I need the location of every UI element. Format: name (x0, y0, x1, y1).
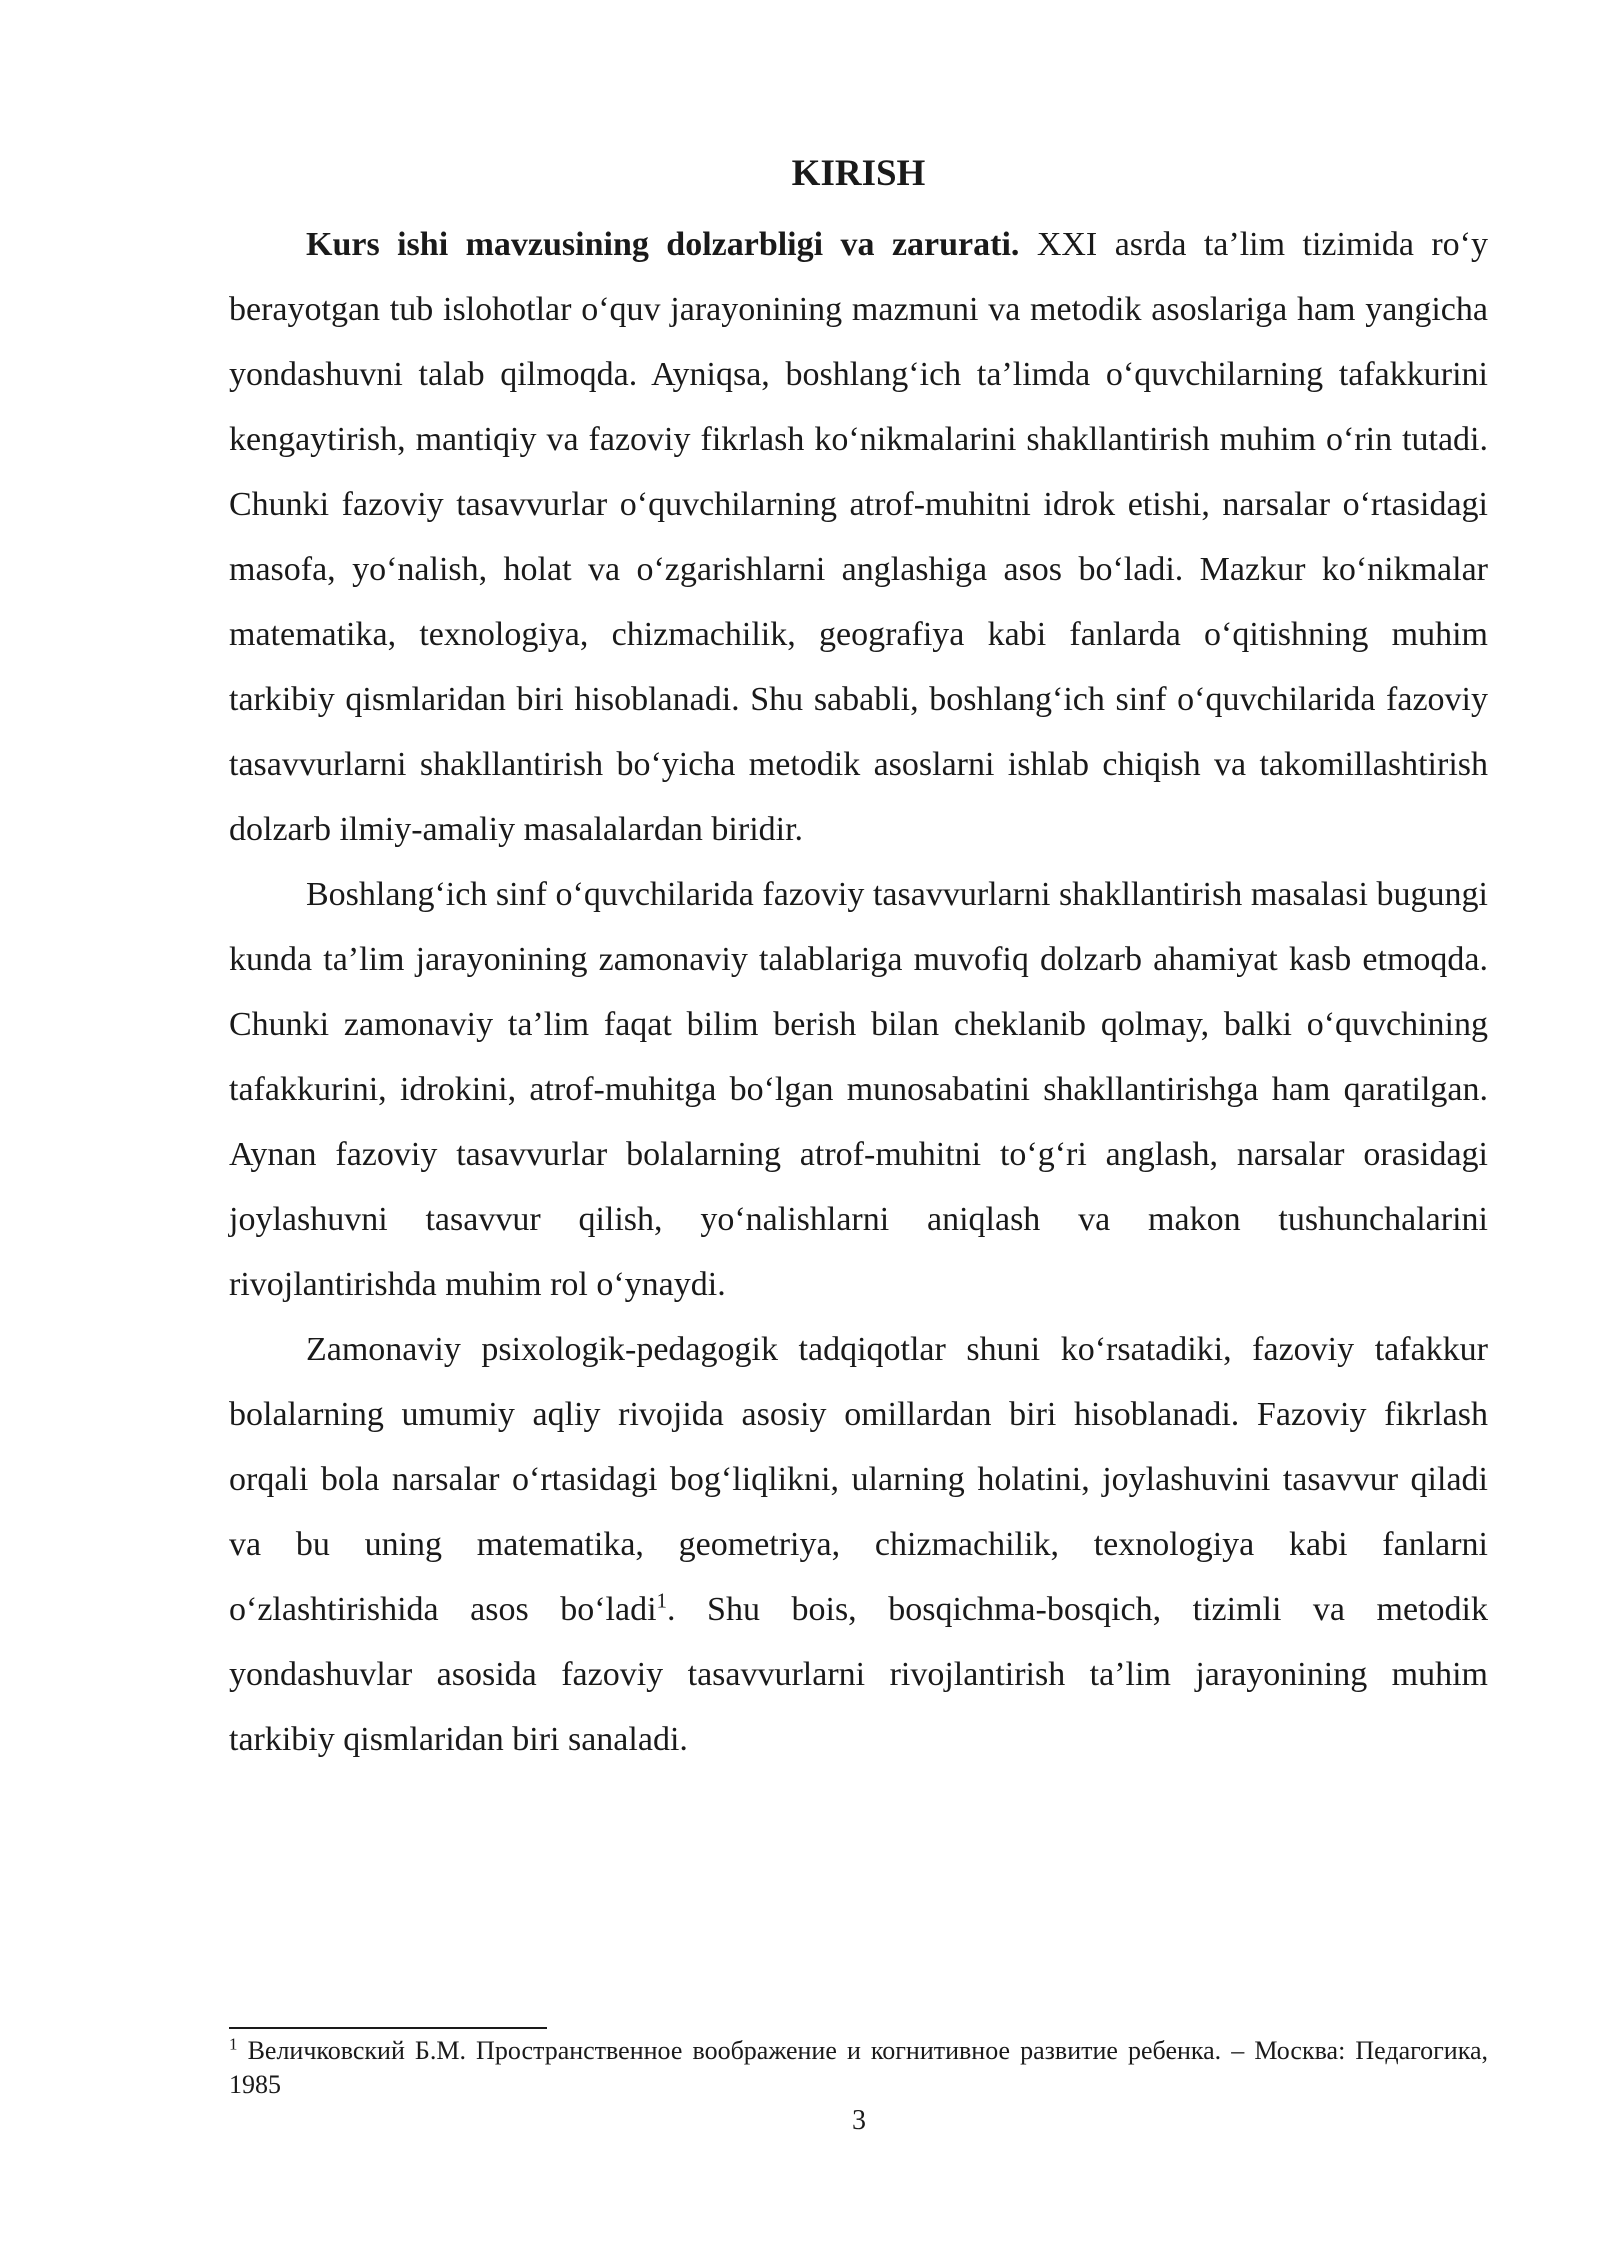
paragraph-lead-heading: Kurs ishi mavzusining dolzarbligi va zarurati. (306, 226, 1020, 263)
paragraph-primary-school (229, 862, 1488, 1317)
paragraph-relevance (229, 212, 1488, 862)
paragraph-text: Boshlang‘ich sinf o‘quvchilarida fazoviy tasavvurlarni shakllantirish masalasi bugungi kunda ta’lim jarayonining zamonaviy talablariga muvofiq dolzarb ahamiyat kasb etmoqda. Chunki zamonaviy ta’lim faqat bilim berish bilan cheklanib qolmay, balki o‘quvchining tafakkurini, idrokini, atrof-muhitga bo‘lgan munosabatini shakllantirishga ham qaratilgan. Aynan fazoviy tasavvurlar bolalarning atrof-muhitni to‘g‘ri anglash, narsalar orasidagi joylashuvni tasavvur qilish, yo‘nalishlarni aniqlash va makon tushunchalarini rivojlantirishda muhim rol o‘ynaydi. (229, 876, 1488, 1303)
document-body (229, 148, 1488, 1772)
paragraph-text: . Shu bois, bosqichma-bosqich, tizimli va metodik yondashuvlar asosida fazoviy tasavvurlarni rivojlantirish ta’lim jarayonining muhim tarkibiy qismlaridan biri sanaladi. (229, 1591, 1488, 1758)
paragraph-text: XXI asrda ta’lim tizimida ro‘y berayotgan tub islohotlar o‘quv jarayonining mazmuni va metodik asoslariga ham yangicha yondashuvni talab qilmoqda. Ayniqsa, boshlang‘ich ta’limda o‘quvchilarning tafakkurini kengaytirish, mantiqiy va fazoviy fikrlash ko‘nikmalarini shakllantirish muhim o‘rin tutadi. Chunki fazoviy tasavvurlar o‘quvchilarning atrof-muhitni idrok etishi, narsalar o‘rtasidagi masofa, yo‘nalish, holat va o‘zgarishlarni anglashiga asos bo‘ladi. Mazkur ko‘nikmalar matematika, texnologiya, chizmachilik, geografiya kabi fanlarda o‘qitishning muhim tarkibiy qismlaridan biri hisoblanadi. Shu sababli, boshlang‘ich sinf o‘quvchilarida fazoviy tasavvurlarni shakllantirish bo‘yicha metodik asoslarni ishlab chiqish va takomillashtirish dolzarb ilmiy-amaliy masalalardan biridir. (229, 226, 1488, 848)
footnote-number: 1 (229, 2034, 238, 2054)
footnote (229, 2034, 1488, 2102)
footnote-text: Величковский Б.М. Пространственное воображение и когнитивное развитие ребенка. – Москва: Педагогика, 1985 (229, 2036, 1488, 2099)
page-number: 3 (852, 2105, 866, 2136)
footnote-reference[interactable]: 1 (656, 1588, 668, 1613)
paragraph-research (229, 1317, 1488, 1772)
section-title: KIRISH (791, 153, 926, 194)
paragraph-text: Zamonaviy psixologik-pedagogik tadqiqotlar shuni ko‘rsatadiki, fazoviy tafakkur bolalarning umumiy aqliy rivojida asosiy omillardan biri hisoblanadi. Fazoviy fikrlash orqali bola narsalar o‘rtasidagi bog‘liqlikni, ularning holatini, joylashuvini tasavvur qiladi va bu uning matematika, geometriya, chizmachilik, texnologiya kabi fanlarni o‘zlashtirishida asos bo‘ladi (229, 1331, 1488, 1628)
footnote-divider (229, 2027, 547, 2029)
